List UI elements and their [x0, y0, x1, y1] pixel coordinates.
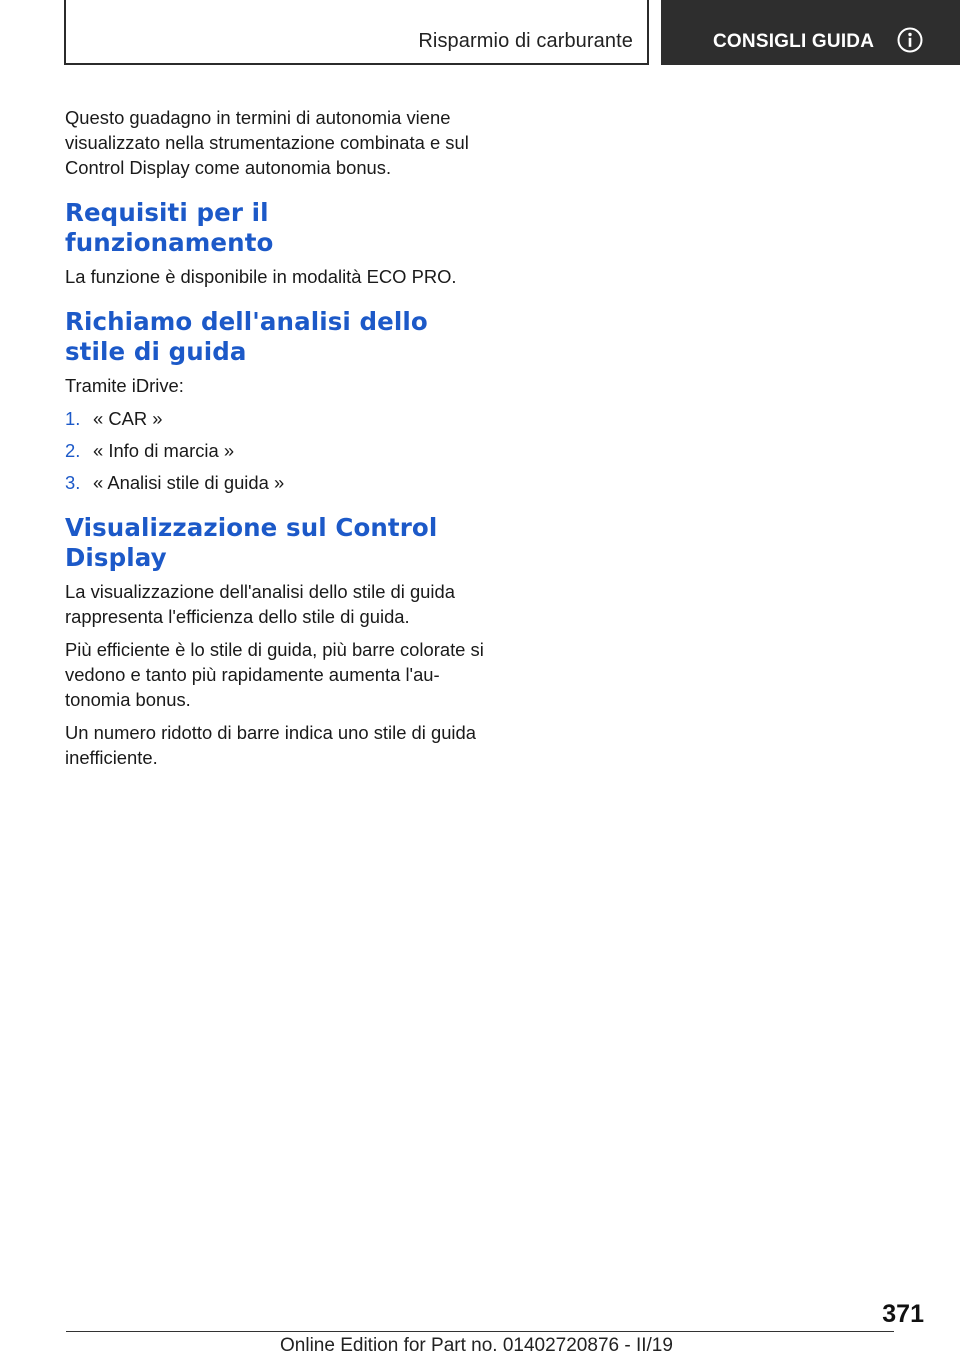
steps-list — [65, 406, 485, 495]
footer-edition: Online Edition for Part no. 01402720876 - II/19 — [280, 1335, 673, 1356]
step-text: « CAR » — [93, 408, 163, 429]
step-text: « Info di marcia » — [93, 440, 235, 461]
heading-display: Visualizzazione sul Control Display — [65, 513, 438, 572]
recall-intro: Tramite iDrive: — [65, 375, 184, 396]
list-item — [65, 438, 485, 463]
header-section-box — [64, 0, 649, 65]
display-paragraph-1: La visualizzazione dell'analisi dello stile di guida rappresenta l'efficienza dello stile di guida. — [65, 581, 455, 627]
step-text: « Analisi stile di guida » — [93, 472, 285, 493]
step-number: 3. — [65, 472, 81, 493]
step-number: 2. — [65, 440, 81, 461]
list-item — [65, 406, 485, 431]
chapter-tab-label: CONSIGLI GUIDA — [713, 31, 875, 52]
requirements-paragraph: La funzione è disponibile in modalità ECO PRO. — [65, 266, 457, 287]
display-paragraph-2: Più efficiente è lo stile di guida, più barre colorate si vedono e tanto più rapidamente aumenta l'autonomia bonus. — [65, 639, 484, 710]
list-item — [65, 470, 485, 495]
heading-recall: Richiamo dell'analisi dello stile di guida — [65, 307, 428, 366]
page-content — [65, 105, 485, 778]
page-number: 371 — [882, 1300, 924, 1328]
footer-divider — [66, 1331, 894, 1332]
section-title: Risparmio di carburante — [418, 30, 633, 52]
heading-requirements: Requisiti per il funzionamento — [65, 198, 274, 257]
chapter-tab[interactable] — [661, 0, 960, 65]
step-number: 1. — [65, 408, 81, 429]
display-paragraph-3: Un numero ridotto di barre indica uno stile di guida inefficiente. — [65, 722, 476, 768]
intro-paragraph: Questo guadagno in termini di autonomia viene visualizzato nella strumentazione combinata e sul Control Display come autonomia bonus. — [65, 107, 469, 178]
info-icon[interactable] — [897, 27, 923, 53]
